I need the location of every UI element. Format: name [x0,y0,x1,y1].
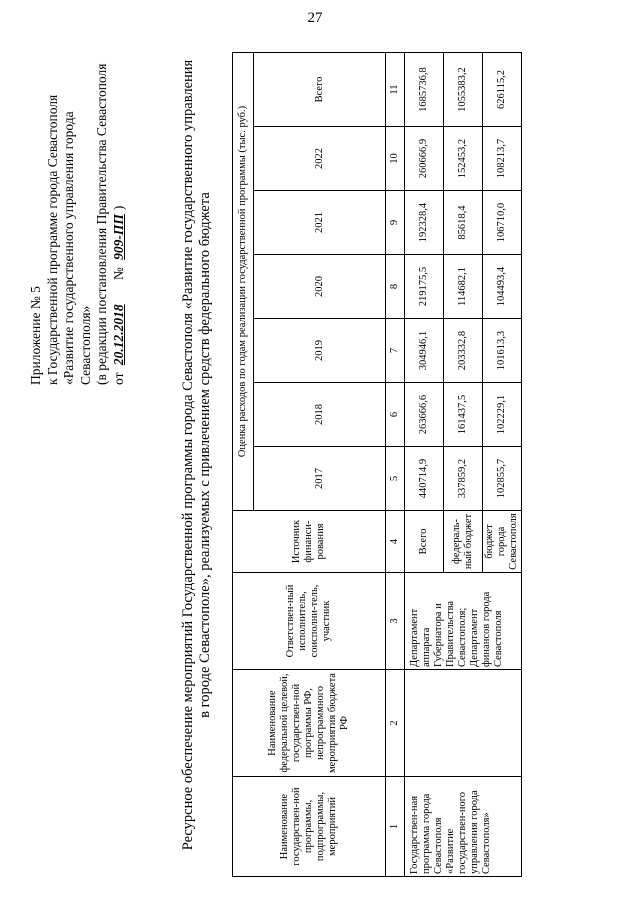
resource-table-wrapper [232,52,522,877]
col-header-program: Наименование государствен-ной программы, подпрограммы, мероприятий [233,777,386,877]
value-cell: 203332,8 [444,319,483,383]
value-cell: 192328,4 [405,191,444,255]
year-header: 2021 [254,191,386,255]
source-cell: бюджет города Севастополя [483,511,522,573]
header-line: Приложение № 5 [28,286,43,385]
appendix-header [28,55,127,385]
column-number: 1 [386,777,405,877]
title-line-2: в городе Севастополе», реализуемых с привлечением средств федерального бюджета [197,192,213,718]
resource-table [232,52,522,877]
value-cell: 102229,1 [483,383,522,447]
total-cell: 1685736,8 [405,53,444,127]
year-header: 2020 [254,255,386,319]
column-number: 3 [386,573,405,670]
date-prefix: от [110,372,126,385]
column-number: 6 [386,383,405,447]
col-header-expense-group: Оценка расходов по годам реализации государственной программы (тыс. руб.) [233,53,254,511]
header-line: к Государственной программе города Севастополя [44,94,60,385]
page-number: 27 [307,10,323,26]
col-header-responsible: Ответствен-ный исполнитель, соисполни-тель, участник [233,573,386,670]
resolution-date-number: от 20.12.2018 № 909-ПП) [110,205,126,385]
column-number: 9 [386,191,405,255]
header-row-1 [233,53,254,877]
source-cell: Всего [405,511,444,573]
value-cell: 260666,9 [405,127,444,191]
total-cell: 626115,2 [483,53,522,127]
number-prefix: № [110,267,126,281]
column-number: 5 [386,447,405,511]
responsible-cell: Департамент аппарата Губернатора и Правительства Севастополя; Департамент финансов города Севастополя [405,573,522,670]
source-cell: федераль-ный бюджет [444,511,483,573]
value-cell: 106710,0 [483,191,522,255]
value-cell: 440714,9 [405,447,444,511]
total-header: Всего [254,53,386,127]
value-cell: 337859,2 [444,447,483,511]
value-cell: 304946,1 [405,319,444,383]
value-cell: 263666,6 [405,383,444,447]
column-number: 7 [386,319,405,383]
col-header-federal-program: Наименование федеральной целевой, государствен-ной программы РФ, непрограммного мероприятия бюджета РФ [233,670,386,777]
total-cell: 1055383,2 [444,53,483,127]
year-header: 2019 [254,319,386,383]
program-name-cell: Государствен-ная программа города Севастополя «Развитие государствен-ного управления города Севастополя» [405,777,522,877]
year-header: 2017 [254,447,386,511]
value-cell: 101613,3 [483,319,522,383]
value-cell: 219175,5 [405,255,444,319]
document-title [180,30,214,880]
column-number: 10 [386,127,405,191]
value-cell: 104493,4 [483,255,522,319]
table-row-total [405,53,444,877]
header-line: Севастополя» [77,305,93,385]
header-line: «Развитие государственного управления города [61,111,76,385]
header-line: (в редакции постановления Правительства Севастополя [94,63,109,385]
column-number: 2 [386,670,405,777]
col-header-source: Источник финанси-рования [233,511,386,573]
value-cell: 102855,7 [483,447,522,511]
value-cell: 85618,4 [444,191,483,255]
value-cell: 161437,5 [444,383,483,447]
federal-program-cell [405,670,522,777]
column-number-row [386,53,405,877]
title-line-1: Ресурсное обеспечение мероприятий Государственной программы города Севастополя «Развитие государственного управления [180,59,196,851]
rotated-page-content [20,30,610,880]
handwritten-date: 20.12.2018 [110,304,126,366]
value-cell: 152453,2 [444,127,483,191]
column-number: 11 [386,53,405,127]
handwritten-number: 909-ПП [110,214,126,260]
value-cell: 114682,1 [444,255,483,319]
value-cell: 108213,7 [483,127,522,191]
year-header: 2018 [254,383,386,447]
year-header: 2022 [254,127,386,191]
column-number: 4 [386,511,405,573]
column-number: 8 [386,255,405,319]
